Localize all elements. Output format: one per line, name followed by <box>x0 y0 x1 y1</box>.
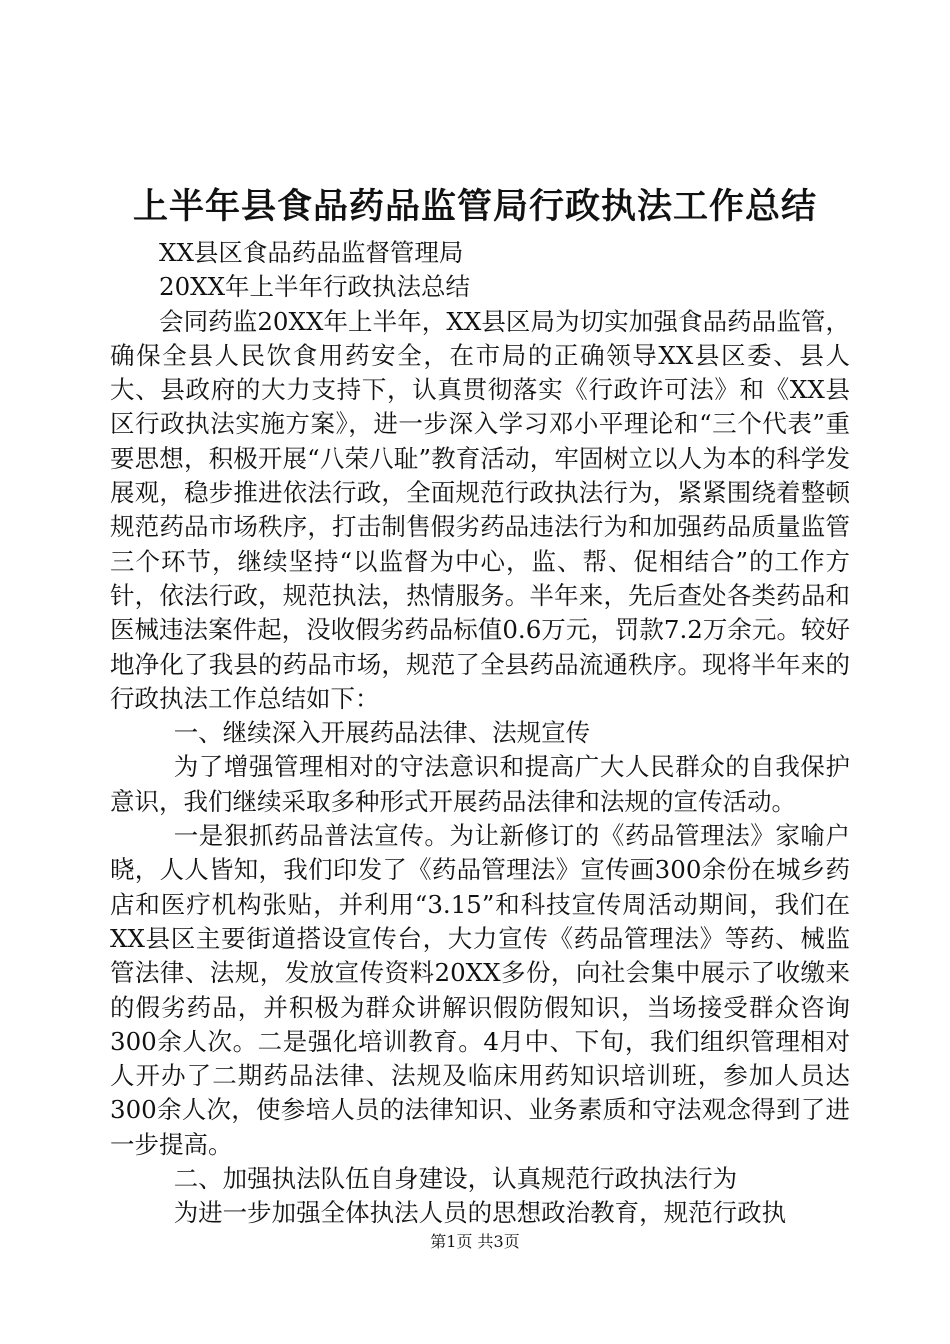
page-footer: 第1页 共3页 <box>430 1232 520 1251</box>
section-heading: 一、继续深入开展药品法律、法规宣传 <box>173 718 591 748</box>
body-paragraph: 一是狠抓药品普法宣传。为让新修订的《药品管理法》家喻户晓，人人皆知，我们印发了《药品管理法》宣传画300余份在城乡药店和医疗机构张贴，并利用“3.15”和科技宣传周活动期间，我们在XX县区主要街道搭设宣传台，大力宣传《药品管理法》等药、械监管法律、法规，发放宣传资料20XX多份，向社会集中展示了收缴来的假劣药品，并积极为群众讲解识假防假知识，当场接受群众咨询300余人次。二是强化培训教育。4月中、下旬，我们组织管理相对人开办了二期药品法律、法规及临床用药知识培训班，参加人员达300余人次，使参培人员的法律知识、业务素质和守法观念得到了进一步提高。 <box>110 821 850 1159</box>
section-heading: 二、加强执法队伍自身建设，认真规范行政执法行为 <box>173 1164 738 1194</box>
body-paragraph: 为进一步加强全体执法人员的思想政治教育，规范行政执 <box>173 1198 787 1228</box>
document-body <box>110 236 850 1231</box>
body-paragraph: XX县区食品药品监督管理局 <box>159 238 464 267</box>
body-paragraph: 为了增强管理相对的守法意识和提高广大人民群众的自我保护意识，我们继续采取多种形式开展药品法律和法规的宣传活动。 <box>110 752 850 816</box>
body-paragraph: 会同药监20XX年上半年，XX县区局为切实加强食品药品监管，确保全县人民饮食用药安全，在市局的正确领导XX县区委、县人大、县政府的大力支持下，认真贯彻落实《行政许可法》和《XX县区行政执法实施方案》，进一步深入学习邓小平理论和“三个代表”重要思想，积极开展“八荣八耻”教育活动，牢固树立以人为本的科学发展观，稳步推进依法行政，全面规范行政执法行为，紧紧围绕着整顿规范药品市场秩序，打击制售假劣药品违法行为和加强药品质量监管三个环节，继续坚持“以监督为中心，监、帮、促相结合”的工作方针，依法行政，规范执法，热情服务。半年来，先后查处各类药品和医械违法案件起，没收假劣药品标值0.6万元，罚款7.2万余元。较好地净化了我县的药品市场，规范了全县药品流通秩序。现将半年来的行政执法工作总结如下： <box>110 306 850 713</box>
document-title: 上半年县食品药品监管局行政执法工作总结 <box>132 186 817 227</box>
body-paragraph: 20XX年上半年行政执法总结 <box>159 272 471 302</box>
